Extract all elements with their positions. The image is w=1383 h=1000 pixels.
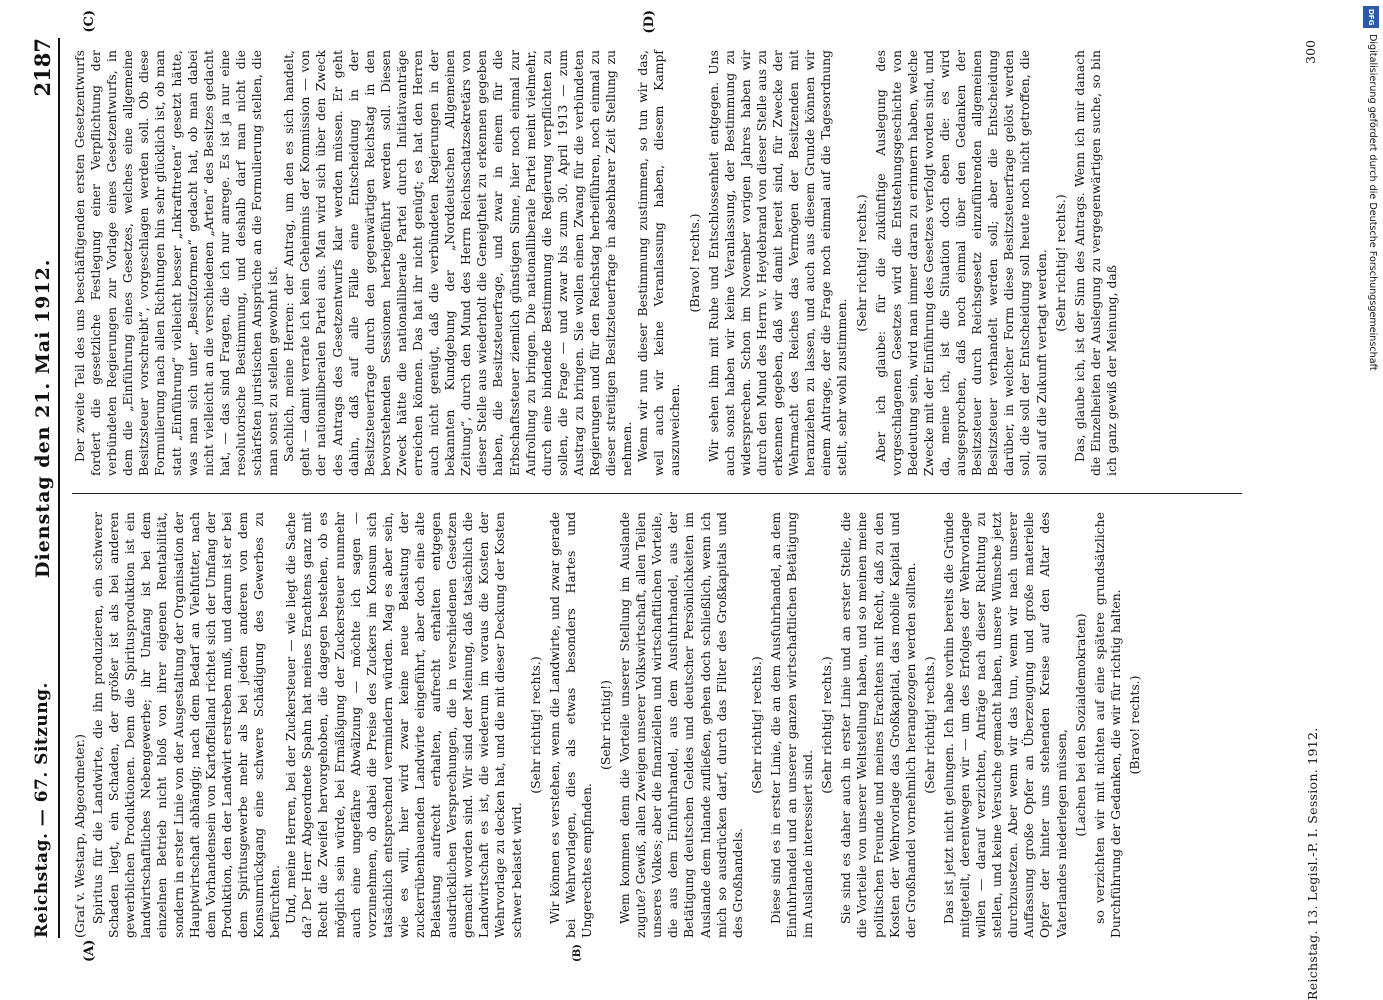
footer-session: Reichstag. 13. Legisl.-P. I. Session. 1912.	[1305, 727, 1320, 1000]
paragraph: Wir sehen ihm mit Ruhe und Entschlossenheit entgegen. Uns auch sonst haben wir keine Veranlassung, der Bestimmung zu widersprechen. Schon im November vorigen Jahres haben wir durch den Mund des Herrn v. Heydebrand von dieser Stelle aus zu erkennen gegeben, daß wir damit bereit sind, für Zwecke der Wehrmacht des Reiches das Vermögen der Besitzenden mit heranziehen zu lassen, und auch aus diesem Grunde können wir einem Antrage, der die Frage noch einmal auf die Tagesordnung stellt, sehr wohl zustimmen.	[705, 50, 850, 476]
stage-direction: (Sehr richtig! rechts.)	[819, 656, 835, 794]
stage-direction: (Bravo! rechts.)	[686, 213, 702, 313]
speaker-line: (Graf v. Westarp, Abgeordneter.)	[72, 734, 87, 938]
text-columns	[72, 10, 1242, 962]
margin-letter-b: (B)	[572, 944, 583, 962]
right-column	[72, 50, 1242, 476]
header-left: Reichstag. — 67. Sitzung.	[32, 682, 52, 938]
stage-direction: (Sehr richtig! rechts.)	[527, 656, 543, 794]
stage-direction: (Bravo! rechts.)	[1126, 675, 1142, 775]
paragraph: Wem kommen denn die Vorteile unserer Stellung im Auslande zugute? Gewiß, allen Zweigen unserer Volkswirtschaft, allen Teilen unseres Volkes; aber die finanziellen und wirtschaftlichen Vorteile, die aus dem Einfuhrhandel, aus dem Ausfuhrhandel, aus der Betätigung deutschen Geldes und deutscher Persönlichkeiten im Auslande dem Inlande zufließen, gehen doch schließlich, wenn ich mich so ausdrücken darf, durch das Filter des Großkapitals und des Großhandels.	[617, 512, 745, 938]
stage-direction: (Lachen bei den Sozialdemokraten)	[1072, 613, 1088, 837]
stage-direction: (Sehr richtig! rechts.)	[853, 194, 869, 332]
footer-sheet-number: 300	[1303, 40, 1318, 64]
paragraph: Das, glaube ich, ist der Sinn des Antrags. Wenn ich mir danach die Einzelheiten der Auslegung zu vergegenwärtigen suche, so bin ich ganz gewiß der Meinung, daß	[1071, 50, 1119, 476]
paragraph: Das ist jetzt nicht gelungen. Ich habe vorhin bereits die Gründe mitgeteilt, derentwegen wir — um des Erfolges der Wehrvorlage willen — darauf verzichten, Anträge nach dieser Richtung zu stellen, und keine Versuche gemacht haben, unsere Wünsche jetzt durchzusetzen. Aber wenn wir das tun, wenn wir nach unserer Auffassung große Opfer an Überzeugung und große materielle Opfer der hinter uns stehenden Kreise auf den Altar des Vaterlandes niederlegen müssen,	[940, 512, 1069, 938]
paragraph: Wir können es verstehen, wenn die Landwirte, und zwar gerade bei Wehrvorlagen, dies als etwas besonders Hartes und Ungerechtes empfinden.	[546, 512, 594, 938]
margin-letter-c: (C)	[82, 10, 97, 33]
stage-direction: (Sehr richtig! rechts.)	[748, 656, 764, 794]
paragraph: Wenn wir nun dieser Bestimmung zustimmen, so tun wir das, weil auch wir keine Veranlassung haben, diesem Kampf auszuweichen.	[635, 50, 683, 476]
paragraph: Der zweite Teil des uns beschäftigenden ersten Gesetzentwurfs fordert die gesetzliche Festlegung einer Verpflichtung der verbündeten Regierungen zur Vorlage eines Gesetzentwurfs, in dem die „Einführung eines Gesetzes, welches eine allgemeine Besitzsteuer vorschreibt“, vorgeschlagen werden soll. Ob diese Formulierung nach allen Richtungen hin sehr glücklich ist, ob man statt „Einführung“ vielleicht besser „Inkrafttreten“ gesetzt hätte, was man sich unter „Besitzformen“ gedacht hat, ob man dabei nicht vielleicht an die verschiedenen „Arten“ des Besitzes gedacht hat, — das sind Fragen, die ich nur anrege. Es ist ja nur eine resolutorische Bestimmung, und deshalb darf man nicht die schärfsten juristischen Ansprüche an die Formulierung stellen, die man sonst zu stellen gewohnt ist.	[72, 50, 281, 476]
dfg-logo: DFG	[1363, 6, 1379, 28]
stage-direction: (Sehr richtig!)	[598, 680, 613, 770]
paragraph: Aber ich glaube: für die zukünftige Auslegung des vorgeschlagenen Gesetzes wird die Entstehungsgeschichte von Bedeutung sein, wird man immer daran zu erinnern haben, welche Zwecke mit der Einführung des Gesetzes verfolgt worden sind, und da, meine ich, ist die Situation doch eben die: es wird ausgesprochen, daß noch einmal über den Gedanken der Besitzsteuer durch Reichsgesetz einzuführenden allgemeinen Besitzsteuer verhandelt werden soll; aber die Entscheidung darüber, in welcher Form diese Besitzsteuerfrage gelöst werden soll, die soll der Entscheidung soll heute noch nicht getroffen, die soll auf die Zukunft vertagt werden.	[872, 50, 1049, 476]
header-date: Dienstag den 21. Mai 1912.	[32, 258, 54, 578]
page-number: 2187	[30, 38, 55, 97]
column-divider	[72, 493, 1242, 494]
paragraph: Und, meine Herren, bei der Zuckersteuer — wie liegt die Sache da? Der Herr Abgeordnete Spahn hat meines Erachtens ganz mit Recht die Zweifel hervorgehoben, die dagegen bestehen, ob es möglich sein würde, bei Ermäßigung der Zuckersteuer nunmehr auch eine ungefähre Abwälzung — möchte ich sagen — vorzunehmen, ob dabei die Preise des Zuckers im Konsum sich tatsächlich entsprechend vermindern würden. Mag es aber sein, wie es will, hier wird zwar keine neue Belastung der zuckerrübenbauenden Landwirte eingeführt, aber doch eine alte Belastung aufrecht erhalten, aufrecht erhalten entgegen ausdrücklichen Versprechungen, die in verschiedenen Gesetzen gemacht worden sind. Wir sind der Meinung, daß tatsächlich die Landwirtschaft es ist, die wiederum im voraus die Kosten der Wehrvorlage zu decken hat, und die mit dieser Deckung der Kosten schwer belastet wird.	[283, 512, 524, 938]
paragraph: Sachlich, meine Herren: der Antrag, um den es sich handelt, geht — damit verrate ich kein Geheimnis der Kommission — von der nationalliberalen Partei aus. Man wird sich über den Zweck des Antrags des Gesetzentwurfs klar werden müssen. Er geht dahin, daß auf alle Fälle eine Entscheidung in der Besitzsteuerfrage durch den gegenwärtigen Reichstag in den bevorstehenden Sessionen herbeigeführt werden soll. Diesen Zweck hätte die nationalliberale Partei durch Initiativanträge erreichen können. Das hat ihr nicht genügt; es hat den Herren auch nicht genügt, daß die verbündeten Regierungen in der bekannten Kundgebung der „Norddeutschen Allgemeinen Zeitung“, durch den Mund des Herrn Reichsschatzsekretärs von dieser Stelle aus wiederholt die Geneigtheit zu erkennen gegeben haben, die Besitzsteuerfrage, und zwar in einem für die Erbschaftssteuer ziemlich günstigen Sinne, hier noch einmal zur Aufrollung zu bringen. Die nationalliberale Partei meint vielmehr, durch eine bindende Bestimmung die Regierung verpflichten zu sollen, die Frage — und zwar bis zum 30. April 1913 — zum Austrag zu bringen. Sie wollen einen Zwang für die verbündeten Regierungen und für den Reichstag herbeiführen, noch einmal zu dieser streitigen Besitzsteuerfrage in absehbarer Zeit Stellung zu nehmen.	[281, 50, 635, 476]
paragraph: Spiritus für die Landwirte, die ihn produzieren, ein schwerer Schaden liegt, ein Schaden, der größer ist als bei anderen gewerblichen Produktionen. Denn die Spiritusproduktion ist ein landwirtschaftliches Nebengewerbe; ihr Umfang ist bei dem einzelnen Betrieb nicht bloß von ihrer eigenen Rentabilität, sondern in erster Linie von der Ausgestaltung der Organisation der Hauptwirtschaft abhängig; nach dem Bedarf an Viehfutter, nach dem Vorhandensein von Kartoffelland richtet sich der Umfang der Produktion, den der Landwirt erstreben muß, und darum ist er bei dem Spiritusgewerbe mehr als bei jedem anderen von dem Konsumrückgang eine schwere Schädigung des Gewerbes zu befürchten.	[90, 512, 283, 938]
digitization-credit: Digitalisierung gefördert durch die Deutsche Forschungsgemeinschaft	[1367, 34, 1378, 371]
left-column	[72, 512, 1242, 938]
margin-letter-a: (A)	[82, 939, 97, 962]
margin-letter-d: (D)	[642, 10, 657, 34]
page-header	[28, 38, 60, 938]
paragraph: Sie sind es daher auch in erster Linie und an erster Stelle, die die Vorteile von unserer Weltstellung haben, und so meinen meine politischen Freunde und meines Erachtens mit Recht, daß zu den Kosten der Wehrvorlage das Großkapital, das mobile Kapital und der Großhandel vornehmlich herangezogen werden sollten.	[838, 512, 918, 938]
paragraph: so verzichten wir mit nichten auf eine spätere grundsätzliche Durchführung der Gedanken, die wir für richtig halten.	[1091, 512, 1123, 938]
stage-direction: (Sehr richtig! rechts.)	[1052, 194, 1068, 332]
paragraph: Diese sind es in erster Linie, die an dem Ausfuhrhandel, an dem Einfuhrhandel und an unserer ganzen wirtschaftlichen Betätigung im Auslande interessiert sind.	[767, 512, 816, 938]
stage-direction: (Sehr richtig! rechts.)	[921, 656, 937, 794]
